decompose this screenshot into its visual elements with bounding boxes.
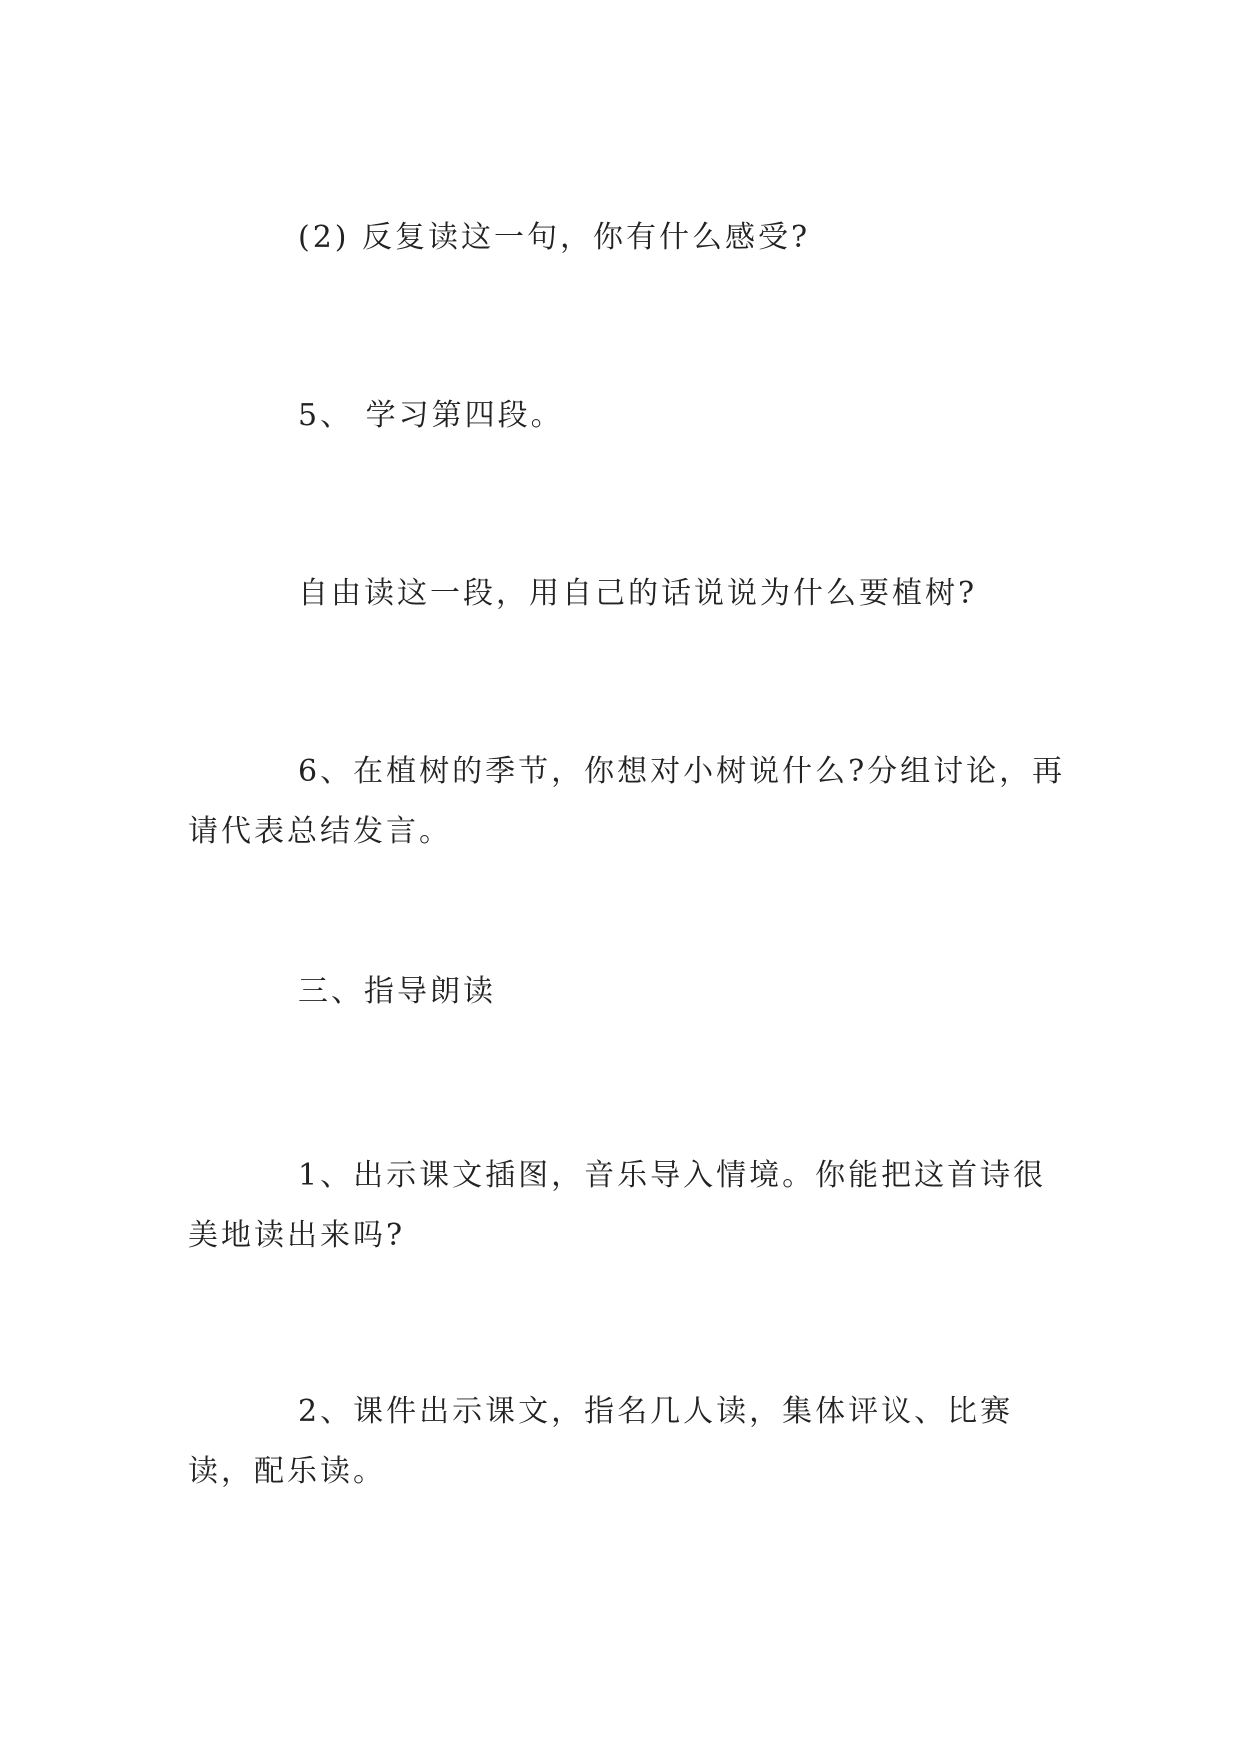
paragraph-show-illustration: 1、出示课文插图，音乐导入情境。你能把这首诗很美地读出来吗?	[188, 1158, 1047, 1253]
section-heading-guided-reading: 三、指导朗读	[298, 974, 496, 1009]
paragraph-planting-season: 6、在植树的季节，你想对小树说什么?分组讨论，再请代表总结发言。	[188, 754, 1066, 849]
paragraph-free-reading: 自由读这一段，用自己的话说说为什么要植树?	[298, 576, 978, 611]
paragraph-courseware-reading: 2、课件出示课文，指名几人读，集体评议、比赛读，配乐读。	[188, 1394, 1014, 1489]
paragraph-study-fourth-section: 5、 学习第四段。	[298, 398, 564, 433]
paragraph-reread-sentence: (2) 反复读这一句，你有什么感受?	[298, 220, 811, 255]
